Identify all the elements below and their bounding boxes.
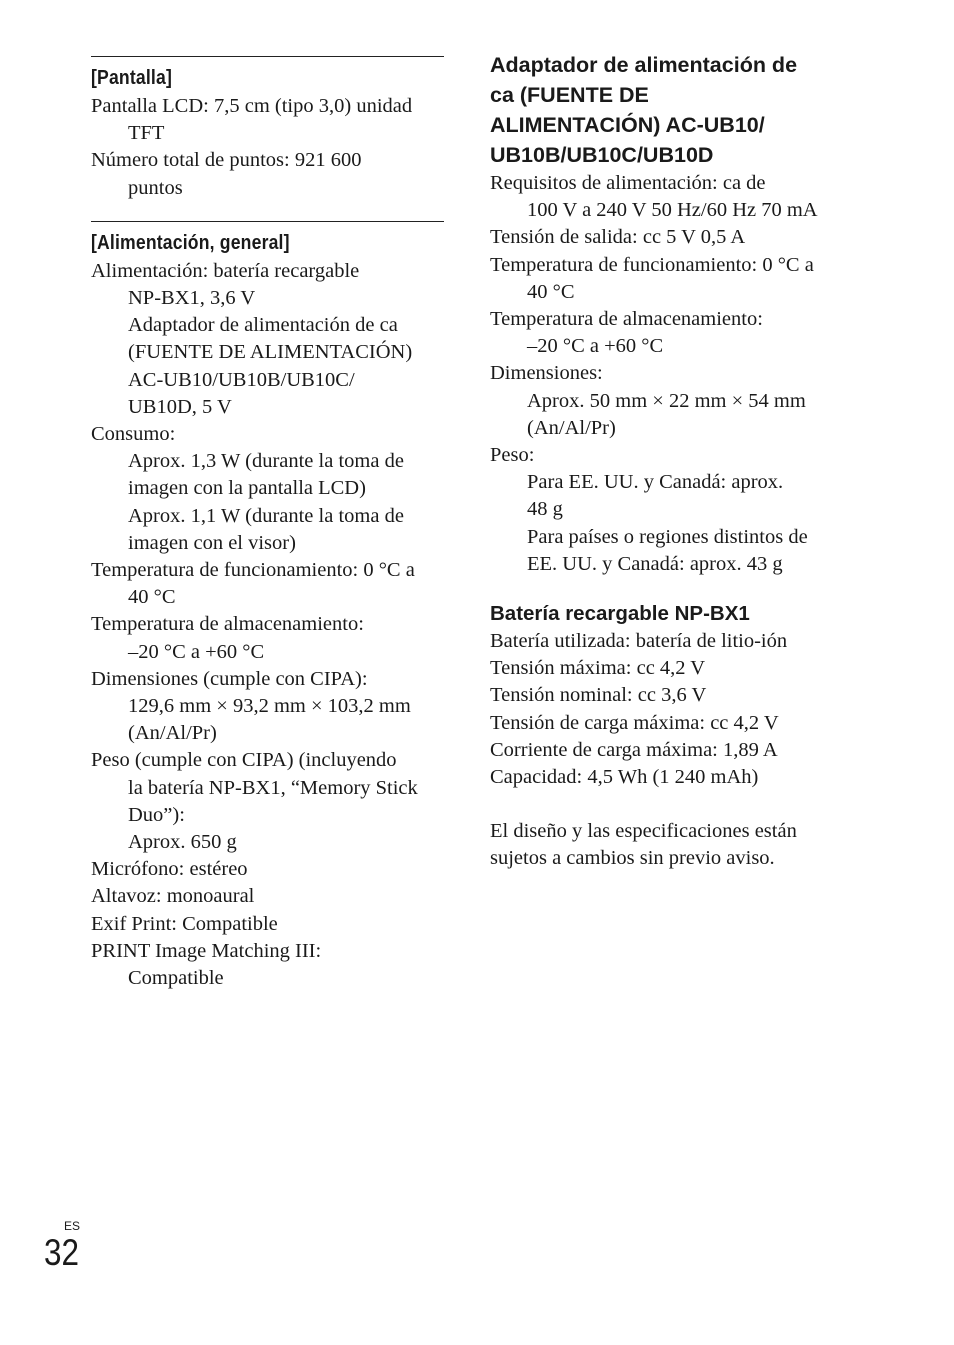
spec-line: PRINT Image Matching III: xyxy=(91,939,322,962)
spec-line: Tensión máxima: cc 4,2 V xyxy=(490,657,706,680)
spec-line: 100 V a 240 V 50 Hz/60 Hz 70 mA xyxy=(527,199,818,222)
spec-line: 48 g xyxy=(527,498,563,521)
section-heading-adapter xyxy=(490,50,860,170)
spec-line: la batería NP-BX1, “Memory Stick xyxy=(128,776,418,799)
spec-line: AC-UB10/UB10B/UB10C/ xyxy=(128,368,355,391)
section-divider xyxy=(91,221,444,222)
spec-line: Temperatura de almacenamiento: xyxy=(490,308,763,331)
spec-line: 40 °C xyxy=(527,280,575,303)
page-number: 32 xyxy=(44,1232,79,1273)
section-heading-alimentacion: [Alimentación, general] xyxy=(91,231,290,254)
spec-line: Consumo: xyxy=(91,423,176,446)
spec-line: –20 °C a +60 °C xyxy=(527,335,664,358)
section-heading-pantalla: [Pantalla] xyxy=(91,67,172,89)
spec-line: Capacidad: 4,5 Wh (1 240 mAh) xyxy=(490,766,759,789)
spec-line: Aprox. 1,1 W (durante la toma de xyxy=(128,504,404,527)
spec-line: Peso: xyxy=(490,444,535,467)
language-code: ES xyxy=(64,1219,81,1233)
spec-line: Para países o regiones distintos de xyxy=(527,525,808,548)
spec-line: NP-BX1, 3,6 V xyxy=(128,287,256,310)
spec-line: TFT xyxy=(128,122,165,145)
left-column xyxy=(91,56,444,992)
spec-line: (FUENTE DE ALIMENTACIÓN) xyxy=(128,341,413,364)
spec-line: Compatible xyxy=(128,967,224,990)
spec-line: Para EE. UU. y Canadá: aprox. xyxy=(527,471,784,494)
spec-line: imagen con la pantalla LCD) xyxy=(128,477,366,500)
spec-line: Batería utilizada: batería de litio-ión xyxy=(490,630,788,653)
spec-line: Dimensiones (cumple con CIPA): xyxy=(91,667,368,690)
section-divider xyxy=(91,56,444,57)
spec-line: puntos xyxy=(128,176,183,199)
heading-line: Adaptador de alimentación de xyxy=(490,53,798,77)
spec-line: Aprox. 50 mm × 22 mm × 54 mm xyxy=(527,389,806,412)
spec-line: Tensión nominal: cc 3,6 V xyxy=(490,684,707,707)
spec-line: Exif Print: Compatible xyxy=(91,912,278,935)
right-column xyxy=(490,50,860,873)
notice-line: El diseño y las especificaciones están xyxy=(490,820,797,843)
spec-line: Dimensiones: xyxy=(490,362,603,385)
heading-line: ALIMENTACIÓN) AC-UB10/ xyxy=(490,113,765,137)
spec-line: Pantalla LCD: 7,5 cm (tipo 3,0) unidad xyxy=(91,95,413,117)
spec-line: imagen con el visor) xyxy=(128,531,296,554)
notice-line: sujetos a cambios sin previo aviso. xyxy=(490,847,775,870)
spec-line: Peso (cumple con CIPA) (incluyendo xyxy=(91,749,397,772)
spec-line: UB10D, 5 V xyxy=(128,395,232,418)
spec-line: 129,6 mm × 93,2 mm × 103,2 mm xyxy=(128,695,411,718)
spec-line: –20 °C a +60 °C xyxy=(128,640,265,663)
heading-line: ca (FUENTE DE xyxy=(490,83,649,107)
spec-line: EE. UU. y Canadá: aprox. 43 g xyxy=(527,552,783,575)
spec-line: Temperatura de funcionamiento: 0 °C a xyxy=(490,253,814,276)
spec-line: Duo”): xyxy=(128,803,185,826)
spec-line: Tensión de salida: cc 5 V 0,5 A xyxy=(490,226,746,249)
spec-line: Número total de puntos: 921 600 xyxy=(91,149,362,172)
spec-line: Temperatura de almacenamiento: xyxy=(91,613,364,636)
spec-line: Requisitos de alimentación: ca de xyxy=(490,172,766,194)
spec-line: Alimentación: batería recargable xyxy=(91,259,360,282)
spec-line: Adaptador de alimentación de ca xyxy=(128,314,398,337)
spec-line: Tensión de carga máxima: cc 4,2 V xyxy=(490,711,779,734)
spec-line: Temperatura de funcionamiento: 0 °C a xyxy=(91,559,415,582)
spec-line: 40 °C xyxy=(128,586,176,609)
spec-line: Aprox. 650 g xyxy=(128,831,237,854)
spec-line: (An/Al/Pr) xyxy=(527,416,616,439)
heading-line: UB10B/UB10C/UB10D xyxy=(490,143,714,167)
spec-line: Micrófono: estéreo xyxy=(91,858,248,881)
spec-line: Corriente de carga máxima: 1,89 A xyxy=(490,738,778,761)
spec-line: Altavoz: monoaural xyxy=(91,885,255,908)
spec-line: Aprox. 1,3 W (durante la toma de xyxy=(128,450,404,473)
section-heading-battery: Batería recargable NP-BX1 xyxy=(490,602,750,626)
spec-line: (An/Al/Pr) xyxy=(128,722,217,745)
